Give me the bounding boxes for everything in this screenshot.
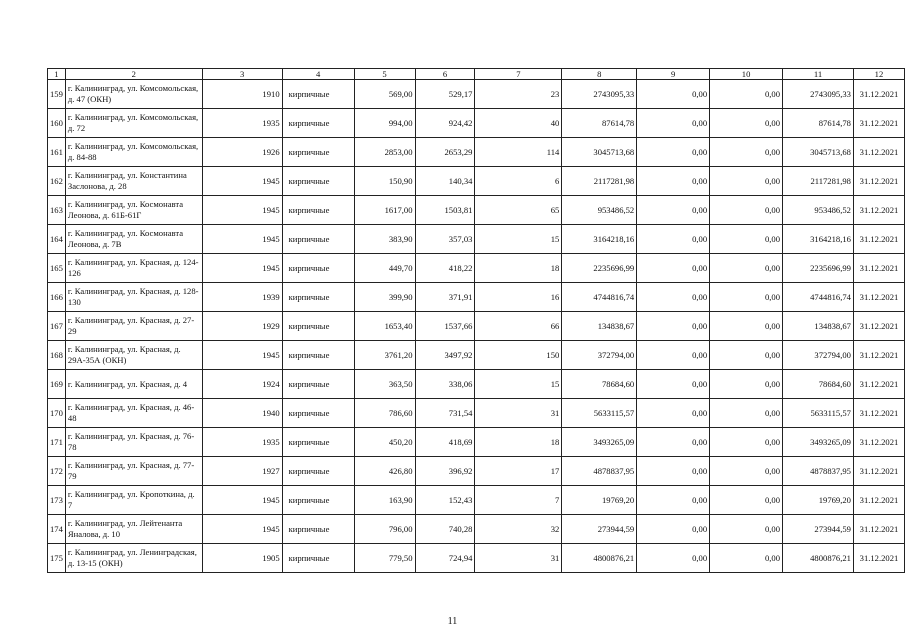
row-number-cell: 168 [48,341,66,370]
column-number-cell: 7 [475,69,562,80]
col9-cell: 0,00 [637,428,710,457]
year-cell: 1910 [202,80,282,109]
col9-cell: 0,00 [637,254,710,283]
date-cell: 31.12.2021 [853,312,904,341]
col11-cell: 134838,67 [783,312,854,341]
address-cell: г. Калининград, ул. Красная, д. 29А-35А (ОКН) [65,341,202,370]
year-cell: 1927 [202,457,282,486]
address-cell: г. Калининград, ул. Красная, д. 46-48 [65,399,202,428]
living-area-cell: 396,92 [415,457,475,486]
col9-cell: 0,00 [637,486,710,515]
address-cell: г. Калининград, ул. Космонавта Леонова, д. 61Б-61Г [65,196,202,225]
total-area-cell: 150,90 [354,167,415,196]
cost-cell: 3493265,09 [562,428,637,457]
living-area-cell: 2653,29 [415,138,475,167]
material-cell: кирпичные [282,254,354,283]
material-cell: кирпичные [282,283,354,312]
row-number-cell: 173 [48,486,66,515]
table-row [48,399,905,428]
cost-cell: 3164218,16 [562,225,637,254]
address-cell: г. Калининград, ул. Красная, д. 77-79 [65,457,202,486]
col10-cell: 0,00 [710,109,783,138]
residents-cell: 23 [475,80,562,109]
total-area-cell: 779,50 [354,544,415,573]
cost-cell: 78684,60 [562,370,637,399]
col10-cell: 0,00 [710,138,783,167]
year-cell: 1945 [202,254,282,283]
table-row [48,283,905,312]
address-cell: г. Калининград, ул. Константина Заслонова, д. 28 [65,167,202,196]
address-cell: г. Калининград, ул. Комсомольская, д. 72 [65,109,202,138]
cost-cell: 5633115,57 [562,399,637,428]
year-cell: 1945 [202,167,282,196]
residents-cell: 6 [475,167,562,196]
year-cell: 1945 [202,196,282,225]
cost-cell: 19769,20 [562,486,637,515]
total-area-cell: 449,70 [354,254,415,283]
cost-cell: 2743095,33 [562,80,637,109]
col11-cell: 3045713,68 [783,138,854,167]
address-cell: г. Калининград, ул. Лейтенанта Яналова, д. 10 [65,515,202,544]
col11-cell: 273944,59 [783,515,854,544]
col9-cell: 0,00 [637,312,710,341]
column-number-cell: 4 [282,69,354,80]
material-cell: кирпичные [282,370,354,399]
living-area-cell: 740,28 [415,515,475,544]
residents-cell: 15 [475,370,562,399]
col10-cell: 0,00 [710,370,783,399]
cost-cell: 3045713,68 [562,138,637,167]
housing-table [47,68,905,573]
table-row [48,254,905,283]
col11-cell: 2235696,99 [783,254,854,283]
row-number-cell: 162 [48,167,66,196]
col11-cell: 953486,52 [783,196,854,225]
material-cell: кирпичные [282,457,354,486]
year-cell: 1924 [202,370,282,399]
total-area-cell: 786,60 [354,399,415,428]
total-area-cell: 450,20 [354,428,415,457]
residents-cell: 15 [475,225,562,254]
row-number-cell: 163 [48,196,66,225]
living-area-cell: 152,43 [415,486,475,515]
column-number-cell: 9 [637,69,710,80]
column-number-row [48,69,905,80]
col10-cell: 0,00 [710,515,783,544]
total-area-cell: 1617,00 [354,196,415,225]
living-area-cell: 357,03 [415,225,475,254]
column-number-cell: 5 [354,69,415,80]
col11-cell: 5633115,57 [783,399,854,428]
date-cell: 31.12.2021 [853,486,904,515]
date-cell: 31.12.2021 [853,80,904,109]
cost-cell: 87614,78 [562,109,637,138]
col11-cell: 3164218,16 [783,225,854,254]
living-area-cell: 418,69 [415,428,475,457]
cost-cell: 2117281,98 [562,167,637,196]
row-number-cell: 174 [48,515,66,544]
address-cell: г. Калининград, ул. Красная, д. 4 [65,370,202,399]
cost-cell: 4744816,74 [562,283,637,312]
date-cell: 31.12.2021 [853,225,904,254]
total-area-cell: 994,00 [354,109,415,138]
col9-cell: 0,00 [637,370,710,399]
year-cell: 1926 [202,138,282,167]
table-row [48,109,905,138]
table-row [48,167,905,196]
row-number-cell: 172 [48,457,66,486]
year-cell: 1935 [202,428,282,457]
col9-cell: 0,00 [637,457,710,486]
date-cell: 31.12.2021 [853,370,904,399]
column-number-cell: 10 [710,69,783,80]
document-page [47,68,905,573]
living-area-cell: 529,17 [415,80,475,109]
table-row [48,341,905,370]
residents-cell: 32 [475,515,562,544]
material-cell: кирпичные [282,80,354,109]
material-cell: кирпичные [282,312,354,341]
total-area-cell: 426,80 [354,457,415,486]
row-number-cell: 170 [48,399,66,428]
address-cell: г. Калининград, ул. Ленинградская, д. 13-15 (ОКН) [65,544,202,573]
column-number-cell: 2 [65,69,202,80]
material-cell: кирпичные [282,399,354,428]
address-cell: г. Калининград, ул. Кропоткина, д. 7 [65,486,202,515]
table-row [48,312,905,341]
material-cell: кирпичные [282,167,354,196]
date-cell: 31.12.2021 [853,399,904,428]
col11-cell: 87614,78 [783,109,854,138]
living-area-cell: 1537,66 [415,312,475,341]
col10-cell: 0,00 [710,167,783,196]
date-cell: 31.12.2021 [853,428,904,457]
col9-cell: 0,00 [637,138,710,167]
year-cell: 1939 [202,283,282,312]
material-cell: кирпичные [282,109,354,138]
row-number-cell: 161 [48,138,66,167]
col9-cell: 0,00 [637,167,710,196]
material-cell: кирпичные [282,486,354,515]
col10-cell: 0,00 [710,457,783,486]
col9-cell: 0,00 [637,109,710,138]
table-row [48,80,905,109]
total-area-cell: 569,00 [354,80,415,109]
date-cell: 31.12.2021 [853,196,904,225]
col11-cell: 372794,00 [783,341,854,370]
column-number-cell: 1 [48,69,66,80]
living-area-cell: 3497,92 [415,341,475,370]
row-number-cell: 164 [48,225,66,254]
row-number-cell: 175 [48,544,66,573]
table-body [48,69,905,573]
col9-cell: 0,00 [637,283,710,312]
row-number-cell: 166 [48,283,66,312]
living-area-cell: 1503,81 [415,196,475,225]
total-area-cell: 3761,20 [354,341,415,370]
residents-cell: 31 [475,399,562,428]
address-cell: г. Калининград, ул. Комсомольская, д. 47 (ОКН) [65,80,202,109]
column-number-cell: 8 [562,69,637,80]
col10-cell: 0,00 [710,196,783,225]
year-cell: 1905 [202,544,282,573]
living-area-cell: 338,06 [415,370,475,399]
living-area-cell: 924,42 [415,109,475,138]
total-area-cell: 399,90 [354,283,415,312]
col10-cell: 0,00 [710,399,783,428]
col11-cell: 19769,20 [783,486,854,515]
col9-cell: 0,00 [637,544,710,573]
col10-cell: 0,00 [710,254,783,283]
col9-cell: 0,00 [637,80,710,109]
column-number-cell: 11 [783,69,854,80]
living-area-cell: 724,94 [415,544,475,573]
table-row [48,428,905,457]
col9-cell: 0,00 [637,399,710,428]
address-cell: г. Калининград, ул. Красная, д. 128-130 [65,283,202,312]
col10-cell: 0,00 [710,428,783,457]
material-cell: кирпичные [282,196,354,225]
table-row [48,457,905,486]
residents-cell: 16 [475,283,562,312]
total-area-cell: 796,00 [354,515,415,544]
residents-cell: 150 [475,341,562,370]
year-cell: 1945 [202,341,282,370]
material-cell: кирпичные [282,225,354,254]
year-cell: 1940 [202,399,282,428]
col10-cell: 0,00 [710,544,783,573]
address-cell: г. Калининград, ул. Комсомольская, д. 84-88 [65,138,202,167]
living-area-cell: 371,91 [415,283,475,312]
year-cell: 1929 [202,312,282,341]
address-cell: г. Калининград, ул. Красная, д. 124-126 [65,254,202,283]
col11-cell: 4744816,74 [783,283,854,312]
col10-cell: 0,00 [710,283,783,312]
date-cell: 31.12.2021 [853,254,904,283]
table-row [48,196,905,225]
col9-cell: 0,00 [637,515,710,544]
col9-cell: 0,00 [637,225,710,254]
col10-cell: 0,00 [710,80,783,109]
col11-cell: 3493265,09 [783,428,854,457]
material-cell: кирпичные [282,138,354,167]
cost-cell: 134838,67 [562,312,637,341]
address-cell: г. Калининград, ул. Красная, д. 76-78 [65,428,202,457]
year-cell: 1945 [202,225,282,254]
material-cell: кирпичные [282,544,354,573]
cost-cell: 2235696,99 [562,254,637,283]
year-cell: 1935 [202,109,282,138]
column-number-cell: 3 [202,69,282,80]
date-cell: 31.12.2021 [853,167,904,196]
date-cell: 31.12.2021 [853,138,904,167]
row-number-cell: 171 [48,428,66,457]
table-row [48,486,905,515]
col9-cell: 0,00 [637,196,710,225]
residents-cell: 66 [475,312,562,341]
living-area-cell: 731,54 [415,399,475,428]
row-number-cell: 159 [48,80,66,109]
total-area-cell: 1653,40 [354,312,415,341]
address-cell: г. Калининград, ул. Красная, д. 27-29 [65,312,202,341]
total-area-cell: 2853,00 [354,138,415,167]
col9-cell: 0,00 [637,341,710,370]
col11-cell: 2743095,33 [783,80,854,109]
page-number: 11 [447,616,458,627]
material-cell: кирпичные [282,341,354,370]
residents-cell: 18 [475,428,562,457]
row-number-cell: 169 [48,370,66,399]
table-row [48,225,905,254]
year-cell: 1945 [202,515,282,544]
cost-cell: 4800876,21 [562,544,637,573]
column-number-cell: 12 [853,69,904,80]
living-area-cell: 418,22 [415,254,475,283]
date-cell: 31.12.2021 [853,109,904,138]
residents-cell: 17 [475,457,562,486]
col10-cell: 0,00 [710,486,783,515]
residents-cell: 7 [475,486,562,515]
total-area-cell: 363,50 [354,370,415,399]
table-row [48,515,905,544]
date-cell: 31.12.2021 [853,283,904,312]
date-cell: 31.12.2021 [853,341,904,370]
residents-cell: 114 [475,138,562,167]
total-area-cell: 163,90 [354,486,415,515]
total-area-cell: 383,90 [354,225,415,254]
residents-cell: 18 [475,254,562,283]
col11-cell: 78684,60 [783,370,854,399]
col10-cell: 0,00 [710,225,783,254]
cost-cell: 953486,52 [562,196,637,225]
address-cell: г. Калининград, ул. Космонавта Леонова, д. 7В [65,225,202,254]
row-number-cell: 165 [48,254,66,283]
material-cell: кирпичные [282,515,354,544]
table-row [48,370,905,399]
table-row [48,138,905,167]
col11-cell: 4878837,95 [783,457,854,486]
col11-cell: 4800876,21 [783,544,854,573]
row-number-cell: 167 [48,312,66,341]
col10-cell: 0,00 [710,312,783,341]
date-cell: 31.12.2021 [853,457,904,486]
col10-cell: 0,00 [710,341,783,370]
material-cell: кирпичные [282,428,354,457]
year-cell: 1945 [202,486,282,515]
col11-cell: 2117281,98 [783,167,854,196]
living-area-cell: 140,34 [415,167,475,196]
table-row [48,544,905,573]
cost-cell: 4878837,95 [562,457,637,486]
column-number-cell: 6 [415,69,475,80]
residents-cell: 40 [475,109,562,138]
cost-cell: 273944,59 [562,515,637,544]
row-number-cell: 160 [48,109,66,138]
residents-cell: 31 [475,544,562,573]
date-cell: 31.12.2021 [853,515,904,544]
cost-cell: 372794,00 [562,341,637,370]
residents-cell: 65 [475,196,562,225]
date-cell: 31.12.2021 [853,544,904,573]
